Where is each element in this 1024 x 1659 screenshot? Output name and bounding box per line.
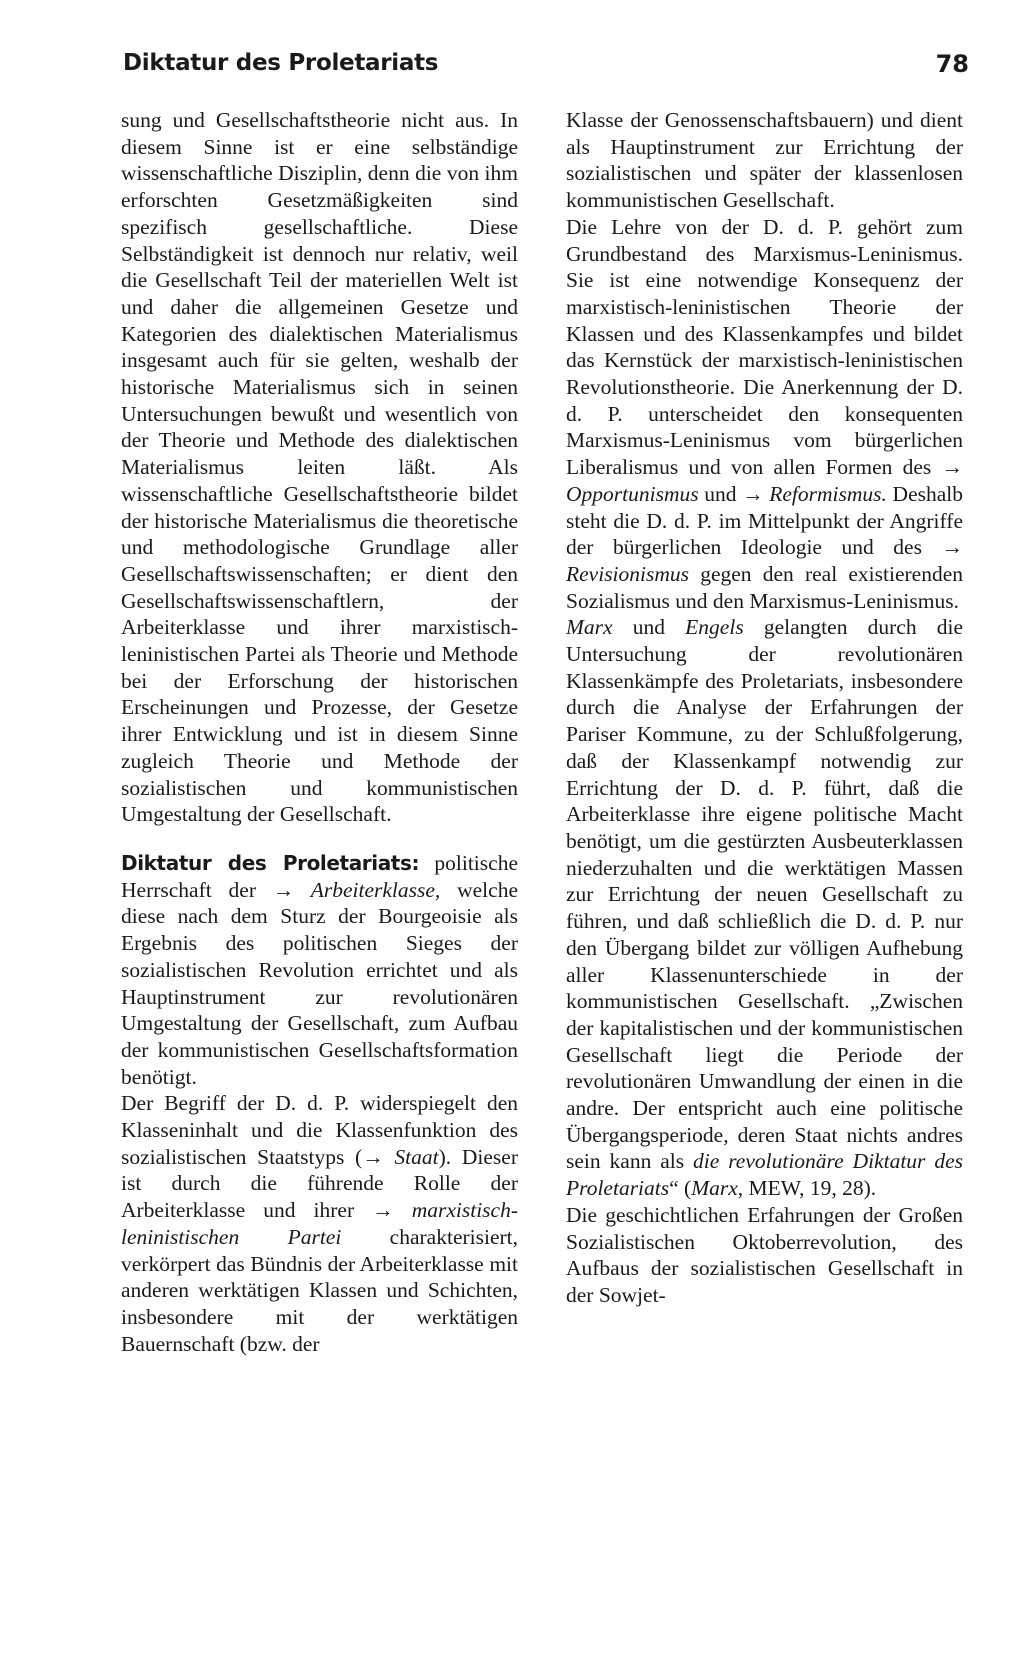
rp2-text-1: Die Lehre von der D. d. P. gehört zum Grundbestand des Marxismus-Leninismus. Sie ist eine notwendige Konsequenz der marxistisch-leninistischen Theorie der Klassen und des Klassenkampfes und bildet das Kernstück der marxistisch-leninistischen Revolutionstheorie. Die Anerkennung der D. d. P. unterscheidet den konsequenten Marxismus-Leninismus vom bürgerlichen Liberalismus und von allen Formen des	[566, 214, 963, 480]
cross-ref-staat[interactable]: → Staat	[362, 1144, 439, 1169]
p3-text-2: ). Dieser ist durch die führende Rolle der Arbeiterklasse und ihrer	[121, 1144, 518, 1223]
right-paragraph-3	[566, 614, 963, 1201]
rp3-citation: , MEW, 19, 28).	[737, 1176, 877, 1201]
cross-ref-reformismus[interactable]: → Reformismus.	[742, 481, 887, 506]
p3-text-1: Der Begriff der D. d. P. widerspiegelt den Klasseninhalt und die Klassenfunktion des sozialistischen Staatstyps (	[121, 1091, 518, 1169]
p3-text-3: charakterisiert, verkörpert das Bündnis der Arbeiterklasse mit anderen werktätigen Klassen und Schichten, insbesondere mit der werktätigen Bauernschaft (bzw. der	[121, 1224, 519, 1356]
rp3-text-1: und	[612, 615, 686, 640]
entry-text-2: welche diese nach dem Sturz der Bourgeoisie als Ergebnis des politischen Sieges der sozialistischen Revolution errichtet und als Hauptinstrument zur revolutionären Umgestaltung der Gesellschaft, zum Aufbau der kommunistischen Gesellschaftsformation benötigt.	[121, 877, 518, 1089]
rp2-text-2: und	[698, 481, 743, 506]
cite-name-marx: Marx	[691, 1176, 738, 1201]
left-column	[121, 107, 518, 1357]
quote-italic: die revolutionäre Diktatur des Proletariats	[566, 1149, 963, 1201]
name-engels: Engels	[685, 615, 744, 640]
cross-ref-revisionismus[interactable]: → Revisionismus	[566, 535, 963, 586]
left-paragraph-3	[121, 1090, 518, 1357]
running-title: Diktatur des Proletariats	[123, 50, 439, 76]
cross-ref-arbeiterklasse[interactable]: → Arbeiterklasse,	[272, 877, 441, 902]
right-paragraph-4: Die geschichtlichen Erfahrungen der Großen Sozialistischen Oktoberrevolution, des Aufbaus der sozialistischen Gesellschaft in der Sowjet-	[566, 1202, 963, 1307]
right-column	[566, 107, 963, 1309]
entry-lemma: Diktatur des Proletariats:	[121, 850, 420, 875]
rp2-text-4: gegen den real existierenden Sozialismus und den Marxismus-Leninismus.	[566, 561, 963, 613]
rp2-text-3: Deshalb steht die D. d. P. im Mittelpunkt der Angriffe der bürgerlichen Ideologie und des	[566, 481, 964, 560]
page-number: 78	[935, 50, 969, 78]
cross-ref-opportunismus[interactable]: → Opportunismus	[566, 455, 963, 506]
rp3-text-2: gelangten durch die Untersuchung der revolutionären Klassenkämpfe des Proletariats, insbesondere durch die Analyse der Erfahrungen der Pariser Kommune, zu der Schlußfolgerung, daß der Klassenkampf notwendig zur Errichtung der D. d. P. führt, daß die Arbeiterklasse ihre eigene politische Macht benötigt, um die gestürzten Ausbeuterklassen niederzuhalten und die werktätigen Massen zur Errichtung der neuen Gesellschaft zu führen, und daß schließlich die D. d. P. nur den Übergang bildet zur völligen Aufhebung aller Klassenunterschiede in der kommunistischen Gesellschaft. „Zwischen der kapitalistischen und der kommunistischen Gesellschaft liegt die Periode der revolutionären Umwandlung der einen in die andre. Der entspricht auch eine politische Übergangsperiode, deren Staat nichts andres sein kann als	[566, 615, 964, 1174]
entry-text-1: politische Herrschaft der	[121, 850, 518, 902]
name-marx: Marx	[566, 615, 613, 640]
dictionary-entry	[121, 850, 518, 1090]
rp3-text-3: “ (	[669, 1176, 692, 1201]
right-paragraph-2	[566, 214, 963, 615]
right-paragraph-1: Klasse der Genossenschaftsbauern) und dient als Hauptinstrument zur Errichtung der sozialistischen und später der klassenlosen kommunistischen Gesellschaft.	[566, 108, 963, 213]
left-paragraph-1: sung und Gesellschaftstheorie nicht aus. In diesem Sinne ist er eine selbständige wissenschaftliche Disziplin, denn die von ihm erforschten Gesetzmäßigkeiten sind spezifisch gesellschaftliche. Diese Selbständigkeit ist dennoch nur relativ, weil die Gesellschaft Teil der materiellen Welt ist und daher die allgemeinen Gesetze und Kategorien des dialektischen Materialismus insgesamt auch für sie gelten, weshalb der historische Materialismus sich in seinen Untersuchungen bewußt und wesentlich von der Theorie und Methode des dialektischen Materialismus leiten läßt. Als wissenschaftliche Gesellschaftstheorie bildet der historische Materialismus die theoretische und methodologische Grundlage aller Gesellschaftswissenschaften; er dient den Gesellschaftswissenschaftlern, der Arbeiterklasse und ihrer marxistisch-leninistischen Partei als Theorie und Methode bei der Erforschung der historischen Erscheinungen und Prozesse, der Gesetze ihrer Entwicklung und ist in diesem Sinne zugleich Theorie und Methode der sozialistischen und kommunistischen Umgestaltung der Gesellschaft.	[121, 108, 518, 827]
cross-ref-partei[interactable]: → marxistisch-leninistischen Partei	[121, 1198, 518, 1249]
